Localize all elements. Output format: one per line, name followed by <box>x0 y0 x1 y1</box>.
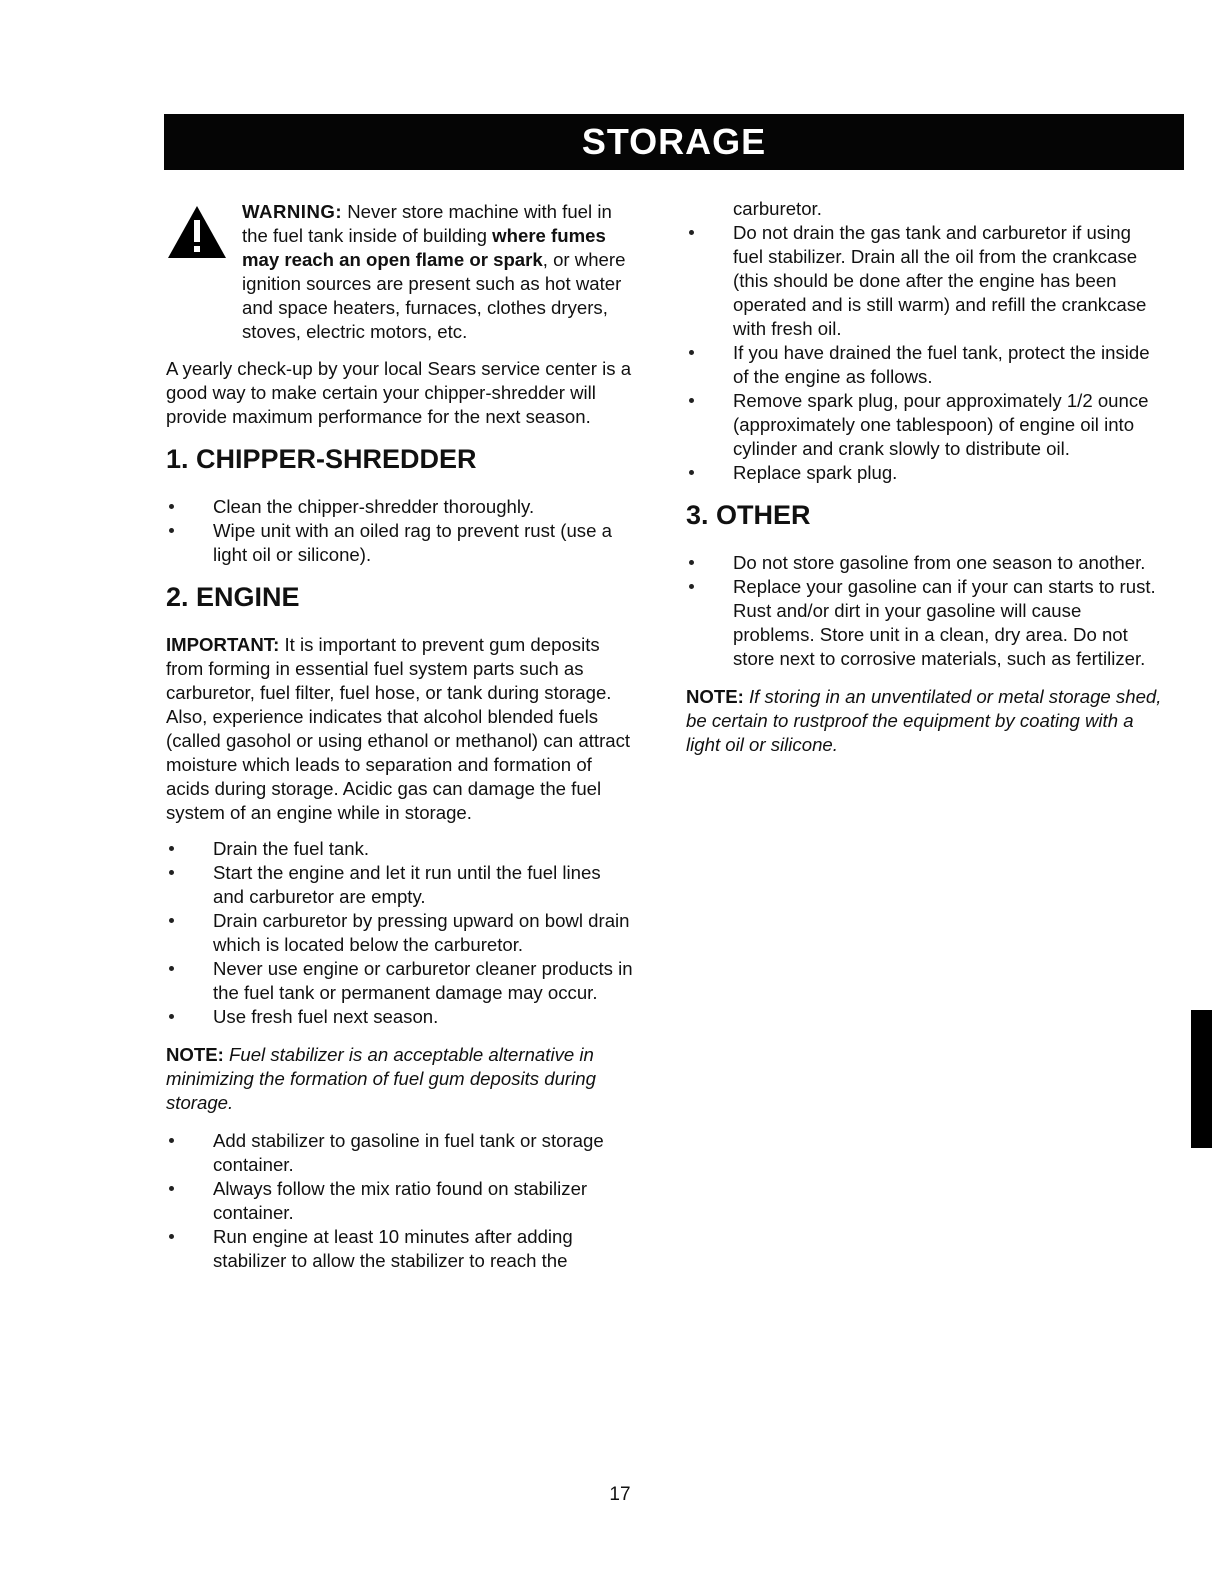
list-item: Clean the chipper-shredder thoroughly. <box>166 495 636 519</box>
list-item: Never use engine or carburetor cleaner products in the fuel tank or permanent damage may occur. <box>166 957 636 1005</box>
list-item: Wipe unit with an oiled rag to prevent rust (use a light oil or silicone). <box>166 519 636 567</box>
warning-triangle-icon <box>166 204 228 260</box>
engine-stabilizer-list <box>166 1129 636 1273</box>
warning-block <box>166 200 636 344</box>
other-note: NOTE: If storing in an unventilated or metal storage shed, be certain to rustproof the equipment by coating with a light oil or silicone. <box>686 686 1162 755</box>
note-label: NOTE: <box>166 1044 224 1065</box>
section-edge-tab <box>1191 1010 1212 1148</box>
other-list <box>686 551 1162 671</box>
list-item: Always follow the mix ratio found on stabilizer container. <box>166 1177 636 1225</box>
list-item: Start the engine and let it run until the fuel lines and carburetor are empty. <box>166 861 636 909</box>
list-item: Add stabilizer to gasoline in fuel tank or storage container. <box>166 1129 636 1177</box>
important-label: IMPORTANT: <box>166 634 280 655</box>
engine-oil-list <box>686 221 1162 485</box>
list-item: Do not drain the gas tank and carburetor if using fuel stabilizer. Drain all the oil from the crankcase (this should be done after the engine has been operated and is still warm) and refill the crankcase with fresh oil. <box>686 221 1162 341</box>
section-heading-engine: 2. ENGINE <box>166 582 300 612</box>
list-item: Use fresh fuel next season. <box>166 1005 636 1029</box>
important-paragraph: IMPORTANT: It is important to prevent gum deposits from forming in essential fuel system parts such as carburetor, fuel filter, fuel hose, or tank during storage. Also, experience indicates that alcohol blended fuels (called gasohol or using ethanol or methanol) can attract moisture which leads to separation and formation of acids during storage. Acidic gas can damage the fuel system of an engine while in storage. <box>166 634 631 823</box>
page-number: 17 <box>609 1484 631 1505</box>
list-item: Remove spark plug, pour approximately 1/2 ounce (approximately one tablespoon) of engine oil into cylinder and crank slowly to distribute oil. <box>686 389 1162 461</box>
list-item: Replace your gasoline can if your can starts to rust. Rust and/or dirt in your gasoline will cause problems. Store unit in a clean, dry area. Do not store next to corrosive materials, such as fertilizer. <box>686 575 1162 671</box>
section-heading-chipper-shredder: 1. CHIPPER-SHREDDER <box>166 444 477 474</box>
engine-drain-list <box>166 837 636 1029</box>
intro-paragraph: A yearly check-up by your local Sears service center is a good way to make certain your chipper-shredder will provide maximum performance for the next season. <box>166 358 632 427</box>
list-item: Drain the fuel tank. <box>166 837 636 861</box>
continued-list-text: carburetor. <box>733 198 822 219</box>
warning-label: WARNING: <box>242 201 343 222</box>
chipper-shredder-list <box>166 495 636 567</box>
note-label: NOTE: <box>686 686 744 707</box>
list-item: Drain carburetor by pressing upward on bowl drain which is located below the carburetor. <box>166 909 636 957</box>
engine-note: NOTE: Fuel stabilizer is an acceptable alternative in minimizing the formation of fuel gum deposits during storage. <box>166 1044 596 1113</box>
section-heading-other: 3. OTHER <box>686 500 811 530</box>
list-item: Replace spark plug. <box>686 461 1162 485</box>
list-item: Run engine at least 10 minutes after adding stabilizer to allow the stabilizer to reach the <box>166 1225 636 1273</box>
list-item: Do not store gasoline from one season to another. <box>686 551 1162 575</box>
list-item: If you have drained the fuel tank, protect the inside of the engine as follows. <box>686 341 1162 389</box>
left-column <box>166 200 636 1287</box>
page-title: STORAGE <box>164 114 1184 170</box>
warning-text: WARNING: Never store machine with fuel in the fuel tank inside of building where fumes may reach an open flame or spark, or where ignition sources are present such as hot water and space heaters, furnaces, clothes dryers, stoves, electric motors, etc. <box>242 201 626 342</box>
right-column <box>686 197 1162 771</box>
